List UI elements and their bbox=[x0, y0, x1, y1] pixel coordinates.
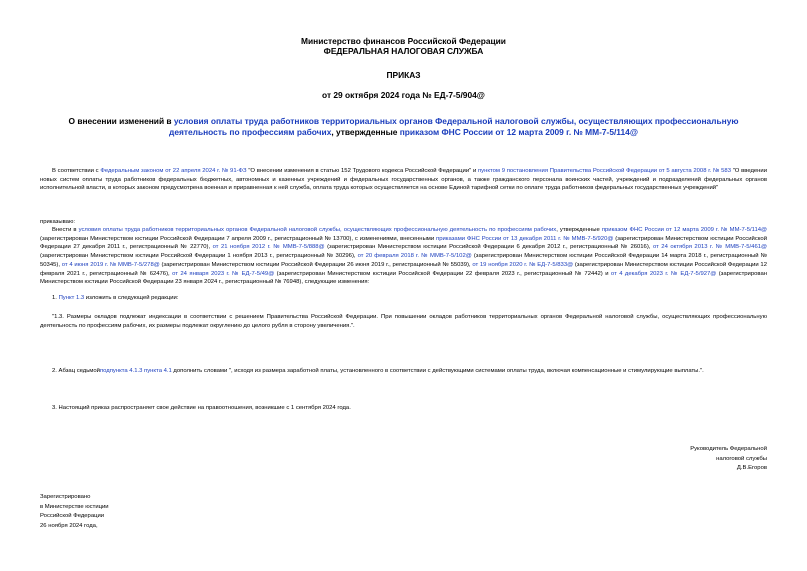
registration-line-4: 26 ноября 2024 года, bbox=[40, 522, 98, 529]
amend-text-4: (зарегистрирован Министерством юстиции Российской Федерации 27 декабря 2011 г., регистрационный № 22770), bbox=[40, 235, 767, 251]
paragraph-preamble bbox=[40, 167, 767, 193]
document-number: от 29 октября 2024 года № ЕД-7-5/904@ bbox=[322, 90, 485, 100]
link-subitem-4-1-3[interactable]: подпункта 4.1.3 пункта 4.1 bbox=[99, 368, 172, 374]
ministry-name: Министерство финансов Российской Федерации bbox=[301, 36, 506, 46]
link-order-2023-dec[interactable]: от 4 декабря 2023 г. № ЕД-7-5/927@ bbox=[610, 270, 717, 277]
signature-block bbox=[690, 445, 767, 474]
amend-text-11: (зарегистрирован Министерством юстиции Российской Федерации 23 января 2024 г., регистрационный № 76948), следующие изменения: bbox=[40, 270, 767, 286]
item1-text-2: изложить в следующей редакции: bbox=[84, 295, 179, 301]
amend-text-10: (зарегистрирован Министерством юстиции Российской Федерации 22 февраля 2023 г., регистрационный № 72442) и bbox=[274, 270, 611, 277]
registration-block bbox=[40, 493, 109, 531]
link-federal-law[interactable]: Федеральным законом от 22 апреля 2024 г. № 91-ФЗ bbox=[100, 168, 247, 174]
paragraph-new-wording: "1.3. Размеры окладов подлежат индексации в соответствии с решением Правительства Российской Федерации. При повышении окладов работников территориальных органов Федеральной налоговой службы, осуществляющих профессиональную деятельность по профессиям рабочих, их размеры подлежат округлению до целого рубля в сторону увеличения.". bbox=[40, 314, 767, 329]
title-text-1: О внесении изменений в bbox=[68, 116, 174, 126]
signature-position: Руководитель Федеральной bbox=[690, 446, 767, 452]
paragraph-item-3: 3. Настоящий приказ распространяет свое действие на правоотношения, возникшие с 1 сентября 2024 года. bbox=[52, 405, 351, 411]
title-text-2: , утвержденные bbox=[331, 127, 400, 137]
signature-organization: налоговой службы bbox=[716, 455, 767, 462]
document-title bbox=[46, 116, 761, 138]
link-order-2012[interactable]: от 21 ноября 2012 г. № ММВ-7-5/888@ bbox=[212, 244, 325, 251]
link-item-1-3[interactable]: Пункт 1.3 bbox=[58, 295, 85, 301]
registration-line-2: в Министерстве юстиции bbox=[40, 503, 109, 510]
link-government-decree[interactable]: пунктом 9 постановления Правительства Российской Федерации от 5 августа 2008 г. № 583 bbox=[477, 168, 731, 174]
link-order-2019[interactable]: от 4 июня 2019 г. № ММВ-7-5/278@ bbox=[61, 261, 160, 268]
title-link-conditions[interactable]: условия оплаты труда работников территориальных органов Федеральной налоговой службы, осуществляющих профессиональную деятельность по профессиям рабочих bbox=[169, 116, 739, 137]
link-order-2011[interactable]: приказами ФНС России от 13 декабря 2011 г. № ММВ-7-5/920@ bbox=[436, 235, 614, 242]
link-order-2018[interactable]: от 20 февраля 2018 г. № ММВ-7-5/102@ bbox=[357, 253, 472, 260]
preamble-text-3: "О введении новых систем оплаты труда работников федеральных бюджетных, автономных и казенных учреждений и федеральных государственных органов, а также гражданского персонала воинских частей, учреждений и подразделений федеральных органов исполнительной власти, в которых законом предусмотрена военная и приравненная к ней служба, оплата труда которых осуществляется на основе Единой тарифной сетки по оплате труда работников федеральных государственных учреждений" bbox=[40, 168, 768, 192]
amend-text-8: (зарегистрирован Министерством юстиции Российской Федерации 26 июня 2019 г., регистрационный № 55039), bbox=[159, 261, 473, 268]
link-conditions[interactable]: условия оплаты труда работников территориальных органов Федеральной налоговой службы, осуществляющих профессиональную деятельность по профессиям рабочих bbox=[78, 227, 557, 233]
registration-line-3: Российской Федерации bbox=[40, 513, 105, 519]
document-type: ПРИКАЗ bbox=[386, 70, 421, 80]
paragraph-item-1 bbox=[40, 294, 767, 303]
link-order-2023-jan[interactable]: от 24 января 2023 г. № ЕД-7-5/49@ bbox=[172, 270, 275, 277]
service-name: ФЕДЕРАЛЬНАЯ НАЛОГОВАЯ СЛУЖБА bbox=[323, 46, 484, 56]
document-header bbox=[0, 36, 807, 56]
amend-text-3: (зарегистрирован Министерством юстиции Российской Федерации 7 апреля 2009 г., регистрационный № 13700), с изменениями, внесенными bbox=[40, 235, 437, 242]
item2-text-2: дополнить словами ", исходя из размера заработной платы, установленного в соответствии с действующими системами оплаты труда, включая компенсационные и стимулирующие выплаты.". bbox=[171, 368, 704, 374]
item2-text-1: 2. Абзац седьмой bbox=[52, 368, 100, 374]
amend-text-6: (зарегистрирован Министерством юстиции Российской Федерации 1 ноября 2013 г., регистрационный № 30296), bbox=[40, 253, 358, 260]
amend-text-5: (зарегистрирован Министерством юстиции Российской Федерации 6 декабря 2012 г., регистрационный № 26016), bbox=[324, 244, 653, 251]
signature-name: Д.В.Егоров bbox=[736, 465, 767, 471]
paragraph-amendments bbox=[40, 226, 767, 287]
registration-line-1: Зарегистрировано bbox=[40, 494, 91, 500]
preamble-text-2: "О внесении изменения в статью 152 Трудового кодекса Российской Федерации" и bbox=[246, 168, 478, 174]
link-order-2013[interactable]: от 24 октября 2013 г. № ММВ-7-5/461@ bbox=[652, 244, 767, 251]
link-order-2020[interactable]: от 19 ноября 2020 г. № ЕД-7-5/833@ bbox=[472, 261, 574, 268]
item1-text-1: 1. bbox=[52, 295, 59, 301]
title-link-order[interactable]: приказом ФНС России от 12 марта 2009 г. № ММ-7-5/114@ bbox=[399, 127, 638, 137]
link-order-2009[interactable]: приказом ФНС России от 12 марта 2009 г. № ММ-7-5/114@ bbox=[601, 227, 767, 233]
amend-text-2: , утвержденные bbox=[556, 227, 602, 233]
amend-text-7: (зарегистрирован Министерством юстиции Российской Федерации 14 марта 2018 г., регистрационный № 50345), bbox=[40, 253, 767, 268]
amend-text-9: (зарегистрирован Министерством юстиции Российской Федерации 12 февраля 2021 г., регистрационный № 62476), bbox=[40, 261, 767, 277]
paragraph-order-word: приказываю: bbox=[40, 219, 76, 225]
preamble-text-1: В соответствии с bbox=[52, 168, 101, 174]
paragraph-item-2 bbox=[40, 367, 767, 376]
amend-text-1: Внести в bbox=[52, 227, 79, 233]
